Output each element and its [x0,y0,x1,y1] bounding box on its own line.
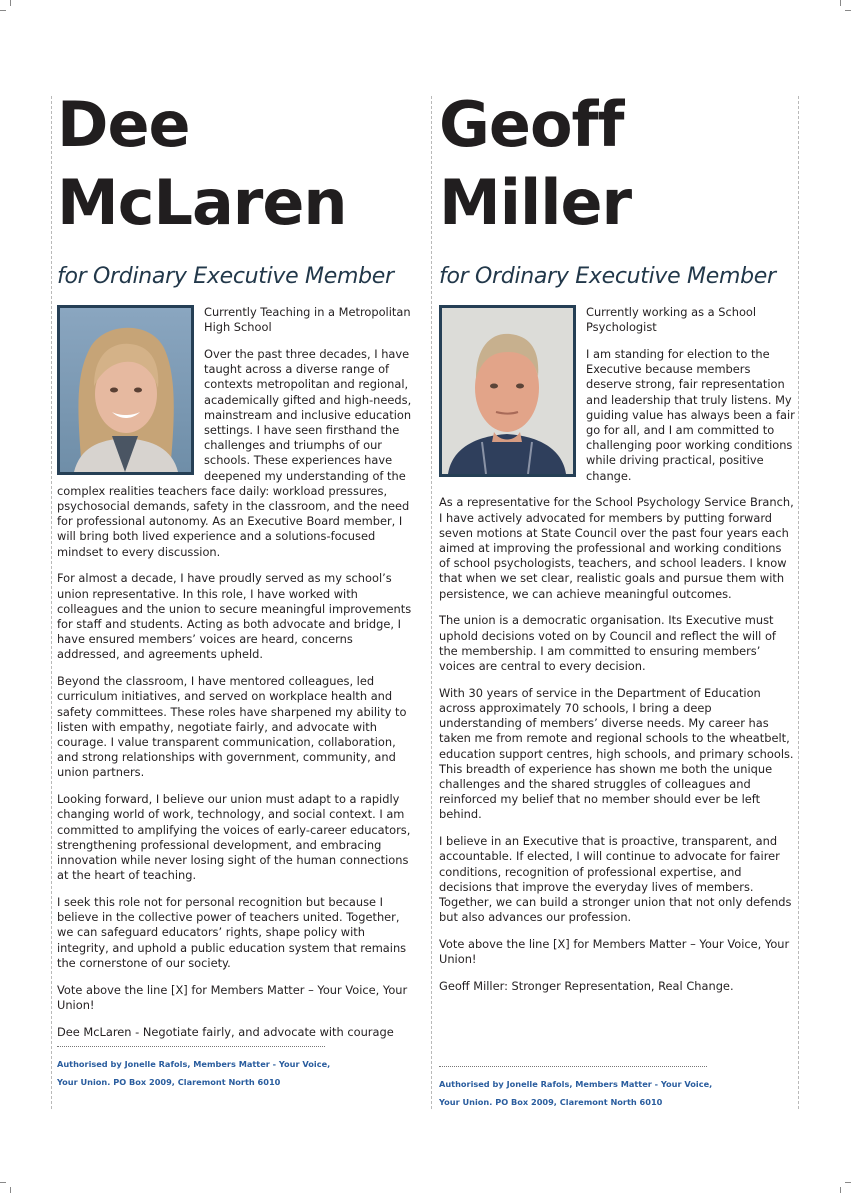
dotted-separator [439,1066,707,1067]
statement-paragraph: Vote above the line [X] for Members Matter – Your Voice, Your Union! [439,937,790,967]
portrait-image [442,308,573,474]
candidate-footer-geoff-miller [439,1066,795,1111]
candidate-statement [57,305,412,1040]
statement-paragraph: Currently Teaching in a Metropolitan High School [204,305,411,335]
candidate-role: for Ordinary Executive Member [439,264,776,289]
statement-paragraph: I am standing for election to the Executive because members deserve strong, fair representation and leadership that truly listens. My guiding value has always been a fair go for all, and I am committed to challenging poor working conditions while driving practical, positive change. [586,347,795,483]
candidate-role: for Ordinary Executive Member [57,264,394,289]
crop-mark [10,0,11,6]
candidate-column-geoff-miller [439,86,795,1006]
name-first: Dee [57,88,190,161]
crop-mark [10,1187,11,1193]
statement-paragraph: Vote above the line [X] for Members Matter – Your Voice, Your Union! [57,982,408,1012]
authorisation-statement [57,1055,412,1091]
column-rule [798,96,799,1109]
candidate-statement [439,305,795,994]
statement-paragraph: The union is a democratic organisation. Its Executive must uphold decisions voted on by Council and reflect the will of the membership. I am committed to ensuring members’ voices are central to every decision. [439,613,776,674]
statement-paragraph: As a representative for the School Psychology Service Branch, I have actively advocated for members by putting forward seven motions at State Council over the past four years each aimed at improving the professional and working conditions of school psychologists, teachers, and school leaders. I know that when we set clear, realistic goals and pursue them with persistence, we can achieve meaningful outcomes. [439,495,794,601]
column-rule [51,96,52,1109]
crop-mark [845,10,851,11]
crop-mark [840,1187,841,1193]
statement-paragraph: Over the past three decades, I have taught across a diverse range of contexts metropolitan and regional, academically gifted and high-needs, mainstream and inclusive education settings. I have seen firsthand the challenges and triumphs of our schools. These experiences have deepened my understanding of the complex realities teachers face daily: workload pressures, psychosocial demands, safety in the classroom, and the need for professional autonomy. As an Executive Board member, I will bring both lived experience and a solutions-focused mindset to every discussion. [57,347,412,559]
authorisation-line: Authorised by Jonelle Rafols, Members Matter - Your Voice, [439,1079,713,1089]
statement-paragraph: I seek this role not for personal recognition but because I believe in the collective power of teachers united. Together, we can safeguard educators’ rights, shape policy with integrity, and uphold a public education system that remains the cornerstone of our society. [57,895,407,970]
candidate-column-dee-mclaren [57,86,412,1091]
statement-paragraph: Looking forward, I believe our union must adapt to a rapidly changing world of work, technology, and social context. I am committed to amplifying the voices of early-career educators, strengthening professional development, and embracing innovation while never losing sight of the human connections at the heart of teaching. [57,792,411,883]
crop-mark [0,10,6,11]
crop-mark [0,1182,6,1183]
candidate-photo [57,305,194,475]
candidate-name [57,86,412,242]
statement-slogan: Dee McLaren - Negotiate fairly, and advocate with courage [57,1024,394,1039]
crop-mark [845,1182,851,1183]
authorisation-line: Authorised by Jonelle Rafols, Members Matter - Your Voice, [57,1058,331,1069]
crop-mark [840,0,841,6]
candidate-name [439,86,795,242]
statement-paragraph: Beyond the classroom, I have mentored colleagues, led curriculum initiatives, and served on workplace health and safety committees. These roles have sharpened my ability to listen with empathy, negotiate fairly, and advocate with courage. I value transparent communication, collaboration, and strong relationships with government, community, and union partners. [57,674,407,780]
portrait-image [60,308,191,472]
authorisation-line: Your Union. PO Box 2009, Claremont North 6010 [439,1097,663,1107]
statement-paragraph: For almost a decade, I have proudly served as my school’s union representative. In this role, I have worked with colleagues and the union to secure meaningful improvements for staff and students. Acting as both advocate and bridge, I have ensured members’ voices are heard, concerns addressed, and agreements upheld. [57,571,412,662]
name-last: McLaren [57,166,347,239]
statement-paragraph: With 30 years of service in the Department of Education across approximately 70 schools, I bring a deep understanding of members’ diverse needs. My career has taken me from remote and regional schools to the wheatbelt, education support centres, high schools, and primary schools. This breadth of experience has shown me both the unique challenges and the shared struggles of colleagues and reinforced my belief that no member should ever be left behind. [439,685,794,822]
name-first: Geoff [439,88,624,161]
authorisation-line: Your Union. PO Box 2009, Claremont North 6010 [57,1076,281,1087]
name-last: Miller [439,166,632,239]
column-rule [431,96,432,1109]
statement-paragraph: Currently working as a School Psychologist [586,305,757,335]
candidate-photo [439,305,576,477]
statement-slogan: Geoff Miller: Stronger Representation, Real Change. [439,979,734,994]
dotted-separator [57,1046,325,1047]
statement-paragraph: I believe in an Executive that is proactive, transparent, and accountable. If elected, I will continue to advocate for fairer conditions, recognition of professional expertise, and decisions that improve the everyday lives of members. Together, we can build a stronger union that not only defends but also advances our profession. [439,834,792,925]
authorisation-statement [439,1075,795,1111]
